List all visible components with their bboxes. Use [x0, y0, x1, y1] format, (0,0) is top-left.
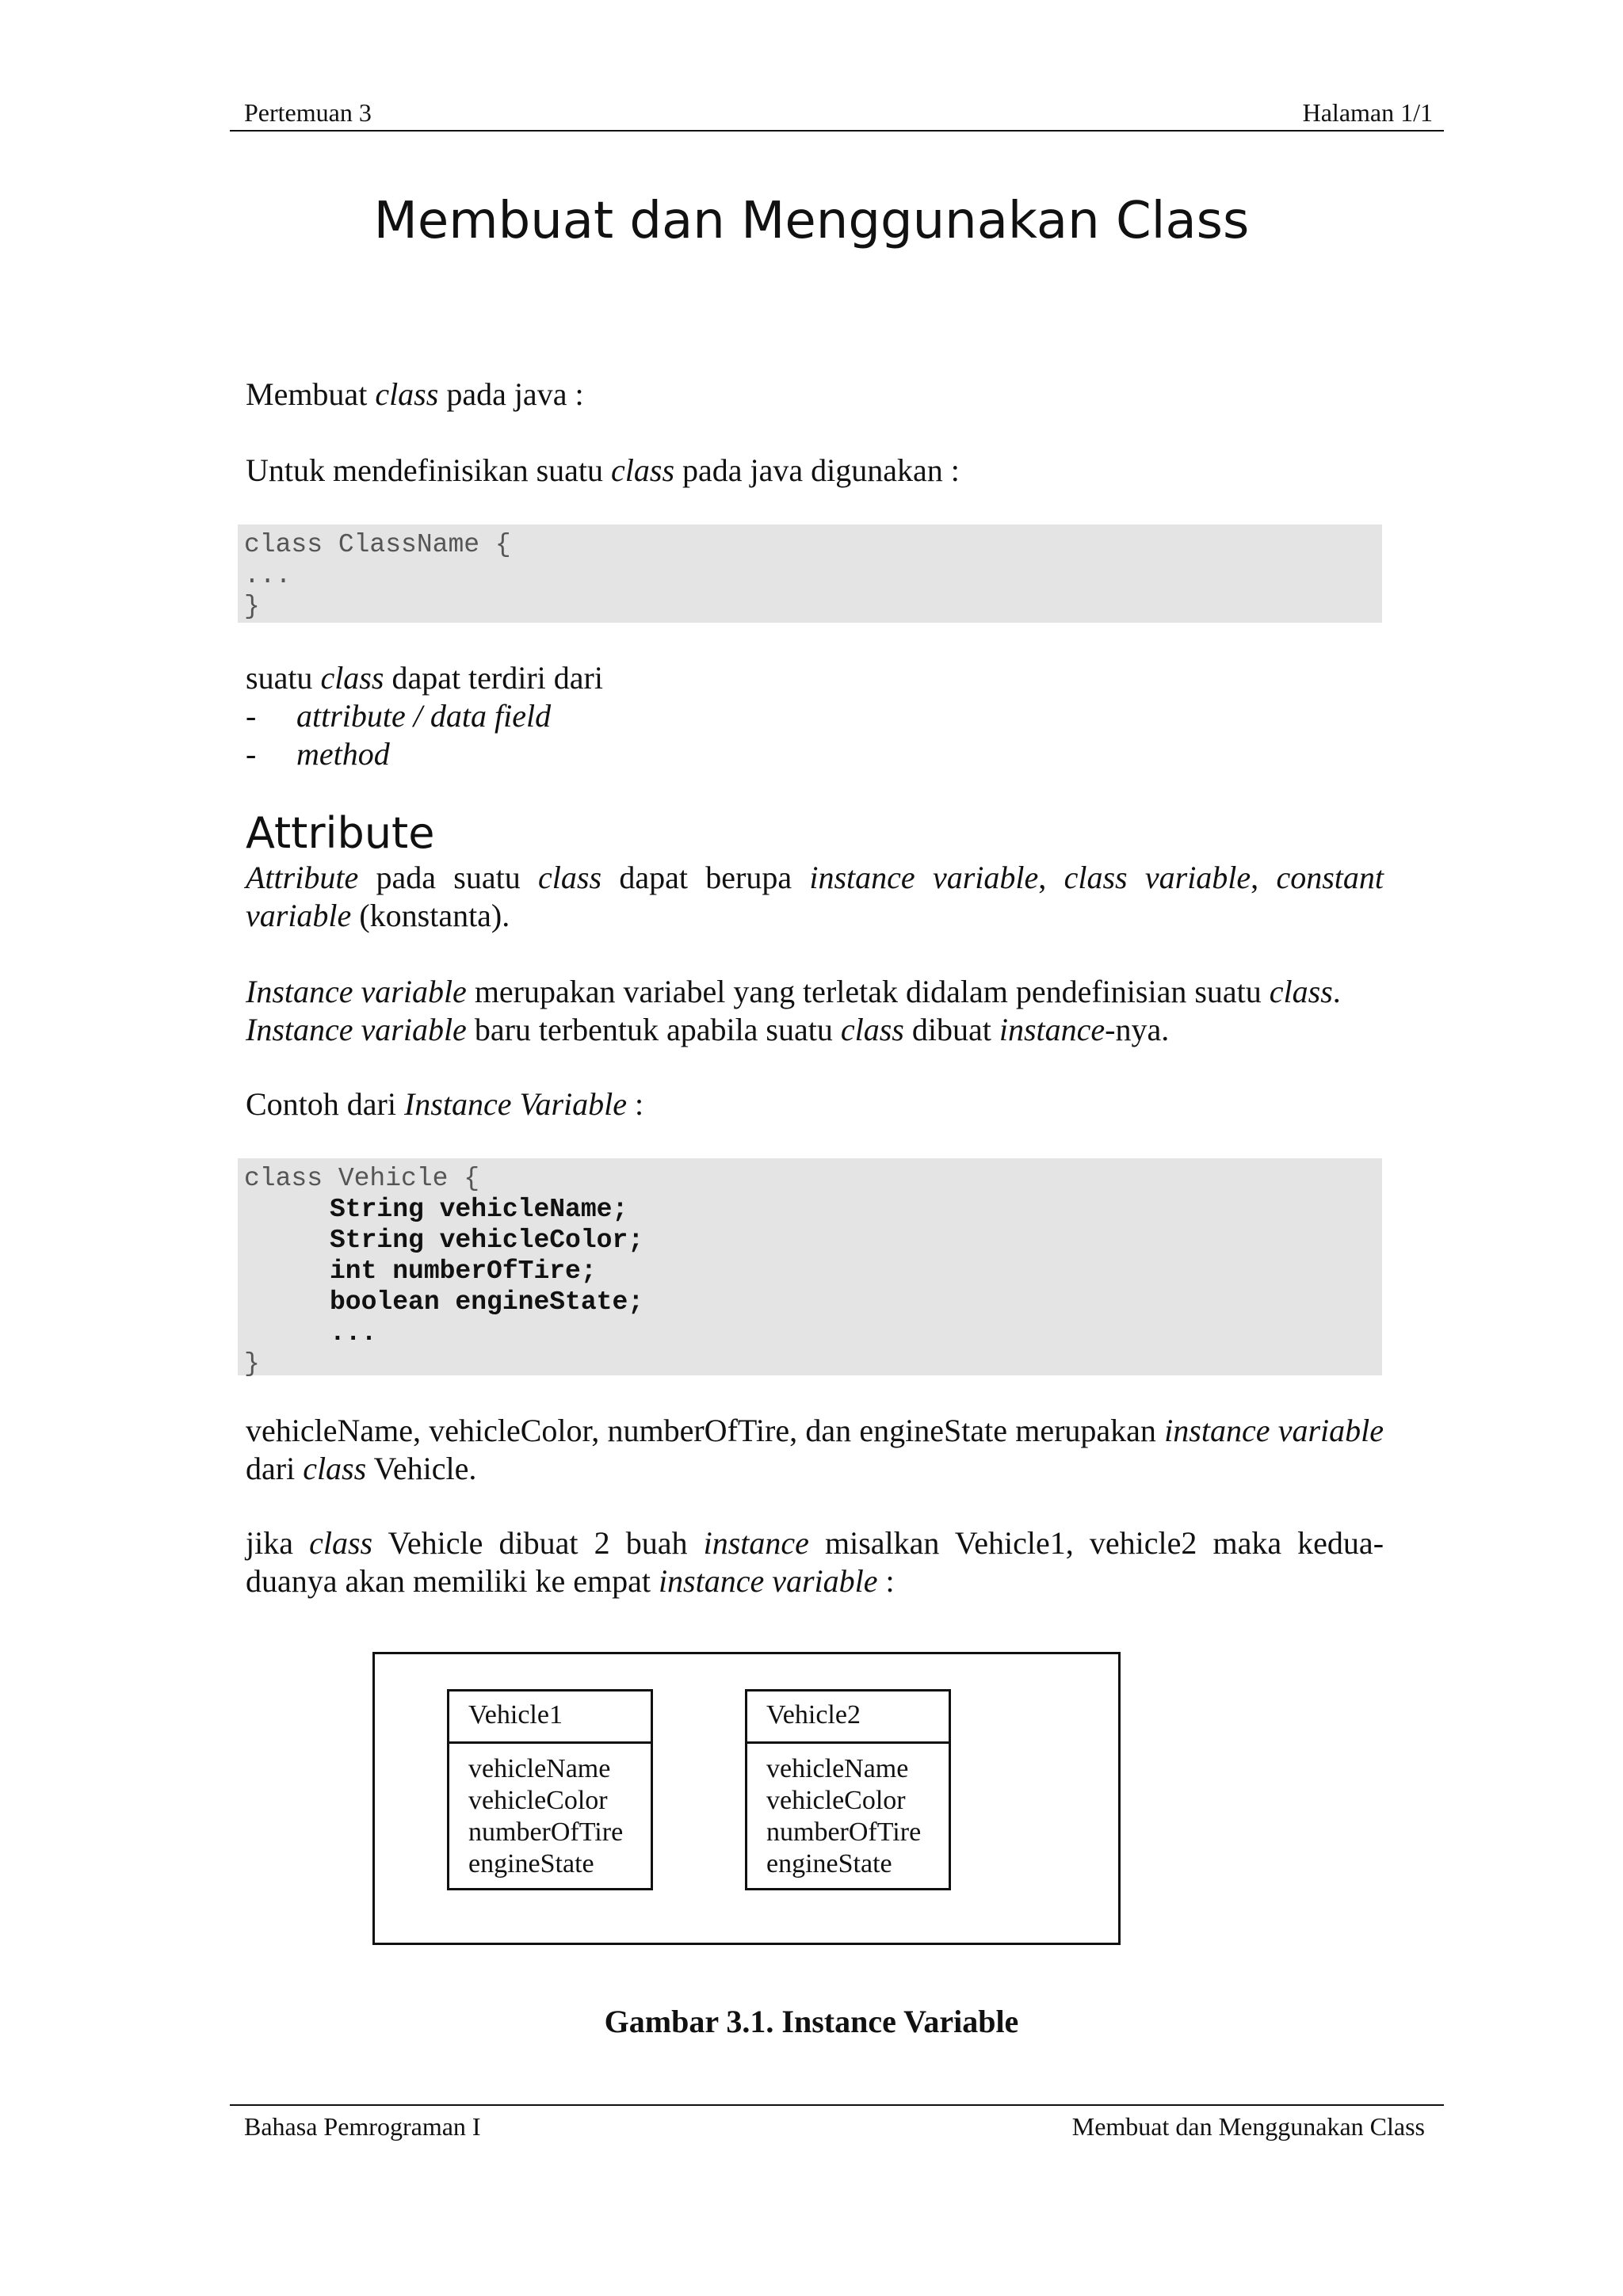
- code-line: class Vehicle {: [244, 1164, 480, 1193]
- code-line: ...: [330, 1318, 377, 1348]
- code-line: String vehicleName;: [330, 1195, 628, 1224]
- list-item: - attribute / data field: [246, 698, 552, 734]
- page-title: Membuat dan Menggunakan Class: [373, 192, 1250, 250]
- class-members-list: [246, 659, 1387, 773]
- figure-caption: Gambar 3.1. Instance Variable: [604, 2004, 1019, 2039]
- object-box-title: Vehicle2: [747, 1691, 949, 1744]
- members-lead: suatu class dapat terdiri dari: [246, 660, 603, 696]
- header-left: Pertemuan 3: [244, 98, 372, 127]
- attribute-paragraph-2: [246, 973, 1387, 1049]
- code-line: ...: [244, 561, 292, 590]
- section-heading-attribute: Attribute: [246, 808, 435, 858]
- intro-line1: Membuat class pada java :: [246, 376, 584, 412]
- object-box-fields: [449, 1744, 651, 1880]
- code-line: String vehicleColor;: [330, 1226, 644, 1255]
- attribute-paragraph-1: Attribute pada suatu class dapat berupa instance variable, class variable, constant variable (konstanta).: [246, 860, 1384, 933]
- header-right: Halaman 1/1: [1302, 98, 1433, 127]
- field-label: vehicleName: [766, 1754, 909, 1783]
- code-line: boolean engineState;: [330, 1287, 644, 1317]
- code-line: int numberOfTire;: [330, 1257, 597, 1286]
- object-box-fields: [747, 1744, 949, 1880]
- object-box-title: Vehicle1: [449, 1691, 651, 1744]
- paragraph-line: Instance variable baru terbentuk apabila suatu class dibuat instance-nya.: [246, 1012, 1170, 1047]
- paragraph-line: Instance variable merupakan variabel yang terletak didalam pendefinisian suatu class.: [246, 974, 1341, 1009]
- code-line: }: [244, 592, 260, 621]
- field-label: vehicleColor: [766, 1786, 906, 1815]
- footer-right: Membuat dan Menggunakan Class: [1071, 2112, 1425, 2141]
- header-rule: [230, 130, 1444, 132]
- field-label: vehicleColor: [468, 1786, 608, 1815]
- code-block-vehicle: [238, 1158, 1382, 1379]
- attribute-paragraph-3: Contoh dari Instance Variable :: [246, 1086, 644, 1122]
- footer-left: Bahasa Pemrograman I: [244, 2112, 481, 2141]
- object-box-vehicle2: [745, 1689, 951, 1890]
- code-line: }: [244, 1349, 260, 1379]
- instance-example-paragraph: jika class Vehicle dibuat 2 buah instance misalkan Vehicle1, vehicle2 maka kedua-duanya akan memiliki ke empat instance variable :: [246, 1525, 1384, 1599]
- field-label: engineState: [468, 1849, 594, 1878]
- code-line: class ClassName {: [244, 530, 511, 559]
- field-label: engineState: [766, 1849, 892, 1878]
- object-box-vehicle1: [447, 1689, 653, 1890]
- footer-rule: [230, 2104, 1444, 2106]
- field-label: vehicleName: [468, 1754, 611, 1783]
- instance-variable-paragraph: vehicleName, vehicleColor, numberOfTire, dan engineState merupakan instance variable dari class Vehicle.: [246, 1413, 1384, 1486]
- field-label: numberOfTire: [766, 1817, 922, 1847]
- list-item: - method: [246, 736, 390, 772]
- field-label: numberOfTire: [468, 1817, 624, 1847]
- figure-instance-variable: [372, 1652, 1121, 1945]
- intro-line2: Untuk mendefinisikan suatu class pada java digunakan :: [246, 452, 960, 488]
- code-block-classname: [238, 524, 1382, 623]
